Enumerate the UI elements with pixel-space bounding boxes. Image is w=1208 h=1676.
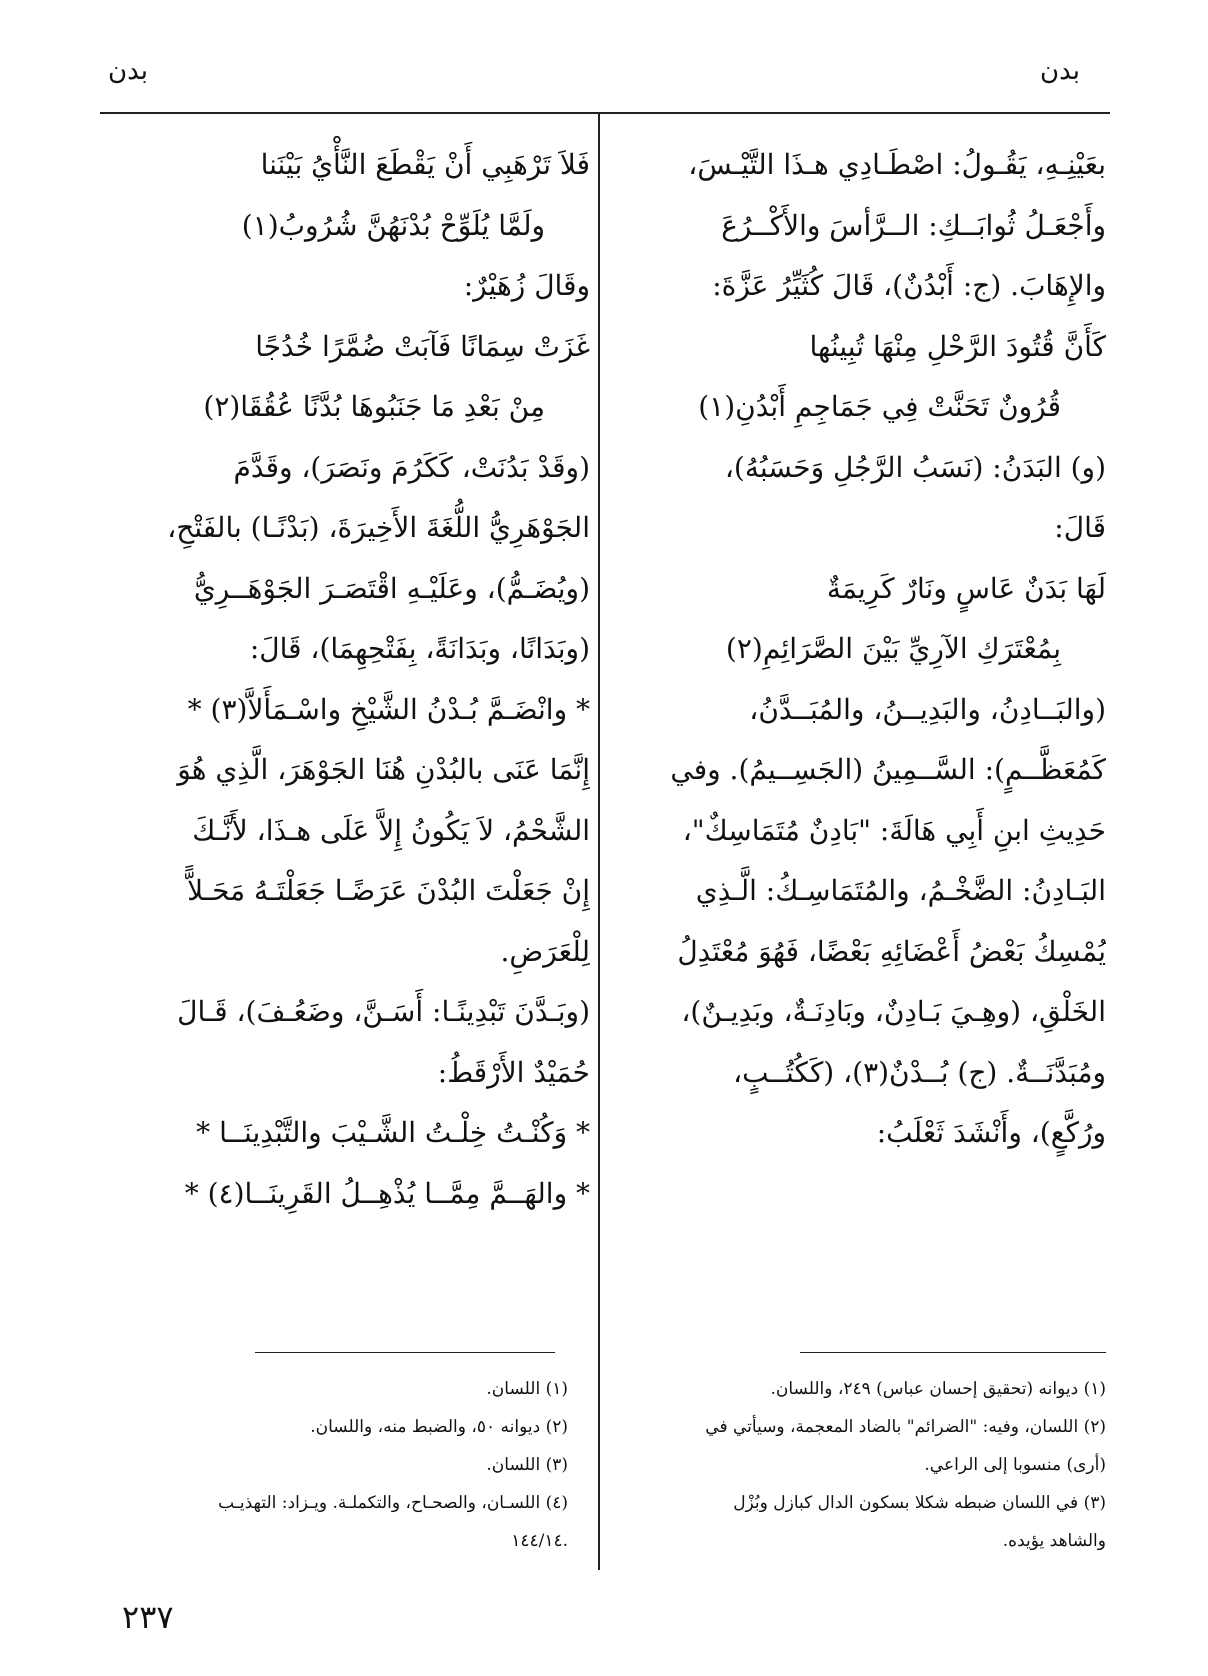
text-line: قَالَ: bbox=[1054, 511, 1106, 544]
text-line: حَدِيثِ ابنِ أَبِي هَالَةَ: "بَادِنٌ مُتَمَاسِكٌ"، bbox=[682, 813, 1106, 847]
text-line: الشَّحْمُ، لاَ يَكُونُ إِلاَّ عَلَى هـذَا، لأَنَّـكَ bbox=[192, 813, 590, 847]
header-rule bbox=[100, 112, 1110, 114]
footnote-rule-right bbox=[800, 1352, 1106, 1353]
text-line: إِنْ جَعَلْتَ البُدْنَ عَرَضًـا جَعَلْتَـهُ مَحَـلاًّ bbox=[187, 874, 590, 907]
text-line: (ويُضَـمُّ)، وعَلَيْـهِ اقْتَصَـرَ الجَوْهَــرِيُّ bbox=[193, 571, 590, 605]
text-line: وقَالَ زُهَيْرٌ: bbox=[463, 269, 590, 302]
verse-line: فَلاَ تَرْهَبِي أَنْ يَقْطَعَ النَّأْيُ بَيْنَنا bbox=[260, 148, 590, 181]
verse-line: كَأَنَّ قُتُودَ الرَّحْلِ مِنْهَا تُبِينُها bbox=[809, 329, 1106, 363]
verse-line: لَهَا بَدَنٌ عَاسٍ ونَارٌ كَرِيمَةٌ bbox=[826, 571, 1106, 605]
text-line: (وبَـدَّنَ تَبْدِينًـا: أَسَـنَّ، وضَعُـفَ)، قَـالَ bbox=[177, 995, 590, 1028]
footnote-line: (١) ديوانه (تحقيق إحسان عباس) ٢٤٩، واللسان. bbox=[770, 1379, 1106, 1399]
text-line: (وبَدَانًا، وبَدَانَةً، بِفَتْحِهِمَا)، قَالَ: bbox=[249, 632, 590, 665]
footnote-line: (أرى) منسوبا إلى الراعي. bbox=[924, 1455, 1106, 1475]
verse-line: * وَكُنْـتُ خِلْـتُ الشَّـيْبَ والتَّبْدِينَــا * bbox=[196, 1116, 590, 1149]
verse-line: بِمُعْتَرَكِ الآرِيِّ بَيْنَ الصَّرَائِمِ(٢) bbox=[725, 632, 1061, 665]
footnote-line: (٢) اللسان، وفيه: "الضرائم" بالضاد المعجمة، وسيأتي في bbox=[705, 1417, 1106, 1437]
verse-line: مِنْ بَعْدِ مَا جَنَبُوهَا بُدَّنًا عُقُقَا(٢) bbox=[203, 390, 545, 423]
text-line: كَمُعَظَّــمٍ): السَّــمِينُ (الجَسِــيمُ). وفي bbox=[670, 753, 1106, 786]
footnotes-left bbox=[100, 1370, 568, 1560]
text-line: يُمْسِكُ بَعْضُ أَعْضَائِهِ بَعْضًا، فَهُوَ مُعْتَدِلُ bbox=[677, 934, 1106, 968]
text-line: بعَيْنِـهِ، يَقُـولُ: اصْطَـادِي هـذَا التَّيْـسَ، bbox=[688, 148, 1106, 181]
text-line: (وقَدْ بَدُنَتْ، كَكَرُمَ ونَصَرَ)، وقَدَّمَ bbox=[233, 450, 590, 484]
footnote-line: (١) اللسان. bbox=[486, 1379, 568, 1399]
footnotes-right bbox=[616, 1370, 1106, 1560]
footnote-line: (٤) اللسـان، والصحـاح، والتكملـة. ويـزاد: التهذيـب bbox=[218, 1493, 568, 1513]
running-header-left: بدن bbox=[108, 56, 148, 86]
running-header-right: بدن bbox=[1040, 56, 1080, 86]
text-line: (والبَــادِنُ، والبَدِيــنُ، والمُبَــدَّنُ، bbox=[749, 692, 1106, 726]
text-line: لِلْعَرَضِ. bbox=[500, 934, 590, 968]
left-column bbox=[100, 135, 590, 1224]
text-line: والإِهَابَ. (ج: أَبْدُنٌ)، قَالَ كُثَيِّرُ عَزَّةَ: bbox=[712, 269, 1106, 302]
text-line: (و) البَدَنُ: (نَسَبُ الرَّجُلِ وَحَسَبُهُ)، bbox=[724, 450, 1106, 484]
text-line: الجَوْهَرِيُّ اللُّغَةَ الأَخِيرَةَ، (بَدْنًـا) بالفَتْحِ، bbox=[167, 511, 590, 544]
footnote-line: (٣) اللسان. bbox=[486, 1455, 568, 1475]
page-number: ٢٣٧ bbox=[122, 1598, 174, 1636]
column-divider bbox=[598, 114, 600, 1570]
verse-line: قُرُونٌ تَحَنَّتْ فِي جَمَاجِمِ أَبْدُنِ(١) bbox=[698, 390, 1061, 423]
verse-line: غَزَتْ سِمَانًا فَآبَتْ ضُمَّرًا خُدُجًا bbox=[255, 329, 590, 363]
footnote-line: .١٤٤/١٤ bbox=[511, 1531, 568, 1551]
text-line: البَـادِنُ: الضَّخْـمُ، والمُتَمَاسِـكُ: الَّـذِي bbox=[695, 874, 1106, 907]
text-line: ومُبَدَّنَــةٌ. (ج) بُــدْنٌ(٣)، (كَكُتُــبٍ، bbox=[733, 1055, 1106, 1089]
footnote-line: والشاهد يؤيده. bbox=[1002, 1531, 1106, 1551]
text-line: وأَجْعَـلُ ثُوابَــكِ: الــرَّأسَ والأَكْــرُعَ bbox=[721, 208, 1106, 242]
text-line: حُمَيْدٌ الأَرْقَطُ: bbox=[437, 1055, 590, 1089]
footnote-line: (٢) ديوانه ٥٠، والضبط منه، واللسان. bbox=[310, 1417, 568, 1437]
verse-line: * والهَــمَّ مِمَّــا يُذْهِــلُ القَرِينَــا(٤) * bbox=[184, 1176, 590, 1210]
verse-line: * وانْضَـمَّ بُـدْنُ الشَّيْخِ واسْـمَأَلاَّ(٣) * bbox=[187, 692, 590, 726]
footnote-line: (٣) في اللسان ضبطه شكلا بسكون الدال كبازل وبُزْل bbox=[733, 1493, 1106, 1513]
text-line: إِنَّمَا عَنَى بالبُدْنِ هُنَا الجَوْهَرَ، الَّذِي هُوَ bbox=[177, 753, 590, 786]
footnote-rule-left bbox=[255, 1352, 555, 1353]
verse-line: ولَمَّا يُلَوِّحْ بُدْنَهُنَّ شُرُوبُ(١) bbox=[241, 208, 545, 242]
right-column bbox=[616, 135, 1106, 1164]
text-line: ورُكَّعٍ)، وأَنْشَدَ ثَعْلَبُ: bbox=[876, 1116, 1106, 1149]
text-line: الخَلْقِ، (وهِـيَ بَـادِنٌ، وبَادِنَـةٌ، وبَدِيـنٌ)، bbox=[681, 995, 1106, 1028]
